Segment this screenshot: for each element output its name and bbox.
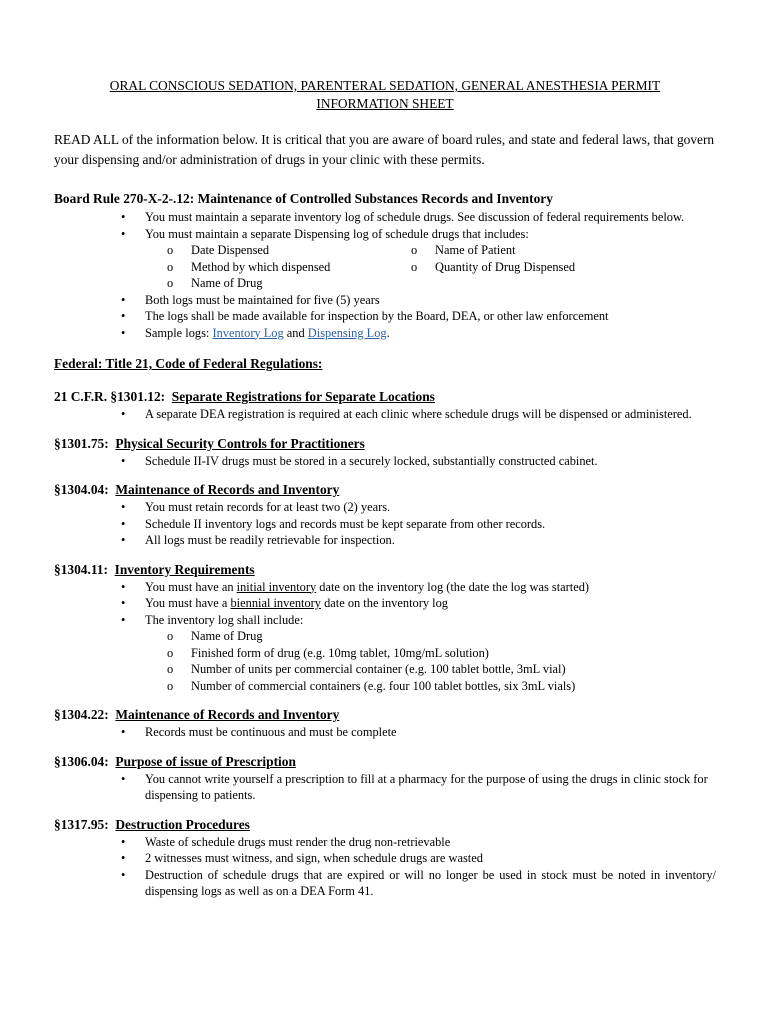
section-1304-04-heading: §1304.04: Maintenance of Records and Inventory — [54, 482, 340, 497]
sub-list-item: o Name of Drug — [191, 628, 716, 645]
section-1304-04-list — [54, 499, 716, 549]
inventory-log-fields — [145, 628, 716, 694]
list-item: • A separate DEA registration is required at each clinic where schedule drugs will be dispensed or administered. — [145, 406, 716, 423]
sub-list-item: o Number of units per commercial container (e.g. 100 tablet bottle, 3mL vial) — [191, 661, 716, 678]
section-1306-04-heading: §1306.04: Purpose of issue of Prescription — [54, 753, 296, 769]
list-item: • Schedule II inventory logs and records must be kept separate from other records. — [145, 516, 716, 533]
list-item: • All logs must be readily retrievable for inspection. — [145, 532, 716, 549]
section-1317-95-list — [54, 834, 716, 900]
section-1301-12-heading: 21 C.F.R. §1301.12: Separate Registrations for Separate Locations — [54, 389, 435, 404]
list-item: • You must have a biennial inventory date on the inventory log — [145, 595, 716, 612]
section-1317-95-heading: §1317.95: Destruction Procedures — [54, 816, 250, 832]
title-line-2: INFORMATION SHEET — [316, 96, 454, 111]
sub-list-item: o Date Dispensed o Name of Patient — [191, 242, 716, 259]
list-item: • Schedule II-IV drugs must be stored in a securely locked, substantially constructed cabinet. — [145, 453, 716, 470]
document-title — [54, 0, 716, 113]
list-item: • You must retain records for at least two (2) years. — [145, 499, 716, 516]
list-item: • Destruction of schedule drugs that are expired or will no longer be used in stock must be noted in inventory/ dispensing logs as well as on a DEA Form 41. — [145, 867, 716, 900]
dispensing-log-fields — [145, 242, 716, 292]
list-item: • Sample logs: Inventory Log and Dispensing Log. — [145, 325, 716, 342]
board-rule-list — [54, 209, 716, 341]
sub-list-item: o Number of commercial containers (e.g. four 100 tablet bottles, six 3mL vials) — [191, 678, 716, 695]
inventory-log-link[interactable]: Inventory Log — [212, 325, 284, 340]
board-rule-heading: Board Rule 270-X-2-.12: Maintenance of Controlled Substances Records and Inventory — [54, 191, 553, 206]
list-item: • You cannot write yourself a prescription to fill at a pharmacy for the purpose of using the drugs in clinic stock for dispensing to patients. — [145, 771, 716, 804]
section-1304-22-list — [54, 724, 716, 741]
dispensing-log-link[interactable]: Dispensing Log — [307, 325, 387, 340]
section-1301-75-list — [54, 453, 716, 470]
section-1301-75-heading: §1301.75: Physical Security Controls for Practitioners — [54, 435, 365, 451]
section-1304-22-heading: §1304.22: Maintenance of Records and Inventory — [54, 707, 340, 722]
list-item: • You must have an initial inventory date on the inventory log (the date the log was started) — [145, 579, 716, 596]
list-item: • Records must be continuous and must be complete — [145, 724, 716, 741]
list-item: • The inventory log shall include: o Name of Drug o Finished form of drug (e.g. 10mg tablet, 10mg/mL solution) o Number of units per commercial container (e.g. 100 tablet bottle, 3mL vial) o Number of commercial containers (e.g. four 100 tablet bottles, six 3mL vials) — [145, 612, 716, 695]
section-1306-04-list — [54, 771, 716, 804]
list-item: • You must maintain a separate Dispensing log of schedule drugs that includes: o Date Dispensed o Name of Patient o Method by which dispensed o Quantity of Drug Dispensed o Name of Drug — [145, 226, 716, 292]
sub-list-item: o Method by which dispensed o Quantity of Drug Dispensed — [191, 259, 716, 276]
list-item: • 2 witnesses must witness, and sign, when schedule drugs are wasted — [145, 850, 716, 867]
list-item: • You must maintain a separate inventory log of schedule drugs. See discussion of federal requirements below. — [145, 209, 716, 226]
list-item: • Waste of schedule drugs must render the drug non-retrievable — [145, 834, 716, 851]
section-1304-11-heading: §1304.11: Inventory Requirements — [54, 561, 255, 577]
title-line-1: ORAL CONSCIOUS SEDATION, PARENTERAL SEDATION, GENERAL ANESTHESIA PERMIT — [109, 78, 661, 93]
federal-heading: Federal: Title 21, Code of Federal Regulations: — [54, 356, 323, 371]
intro-paragraph: READ ALL of the information below. It is critical that you are aware of board rules, and state and federal laws, that govern your dispensing and/or administration of drugs in your clinic with these permits. — [54, 132, 715, 167]
sub-list-item: o Name of Drug — [191, 275, 716, 292]
section-1301-12-list — [54, 406, 716, 423]
section-1304-11-list — [54, 579, 716, 695]
list-item: • The logs shall be made available for inspection by the Board, DEA, or other law enforcement — [145, 308, 716, 325]
list-item: • Both logs must be maintained for five (5) years — [145, 292, 716, 309]
sub-list-item: o Finished form of drug (e.g. 10mg tablet, 10mg/mL solution) — [191, 645, 716, 662]
